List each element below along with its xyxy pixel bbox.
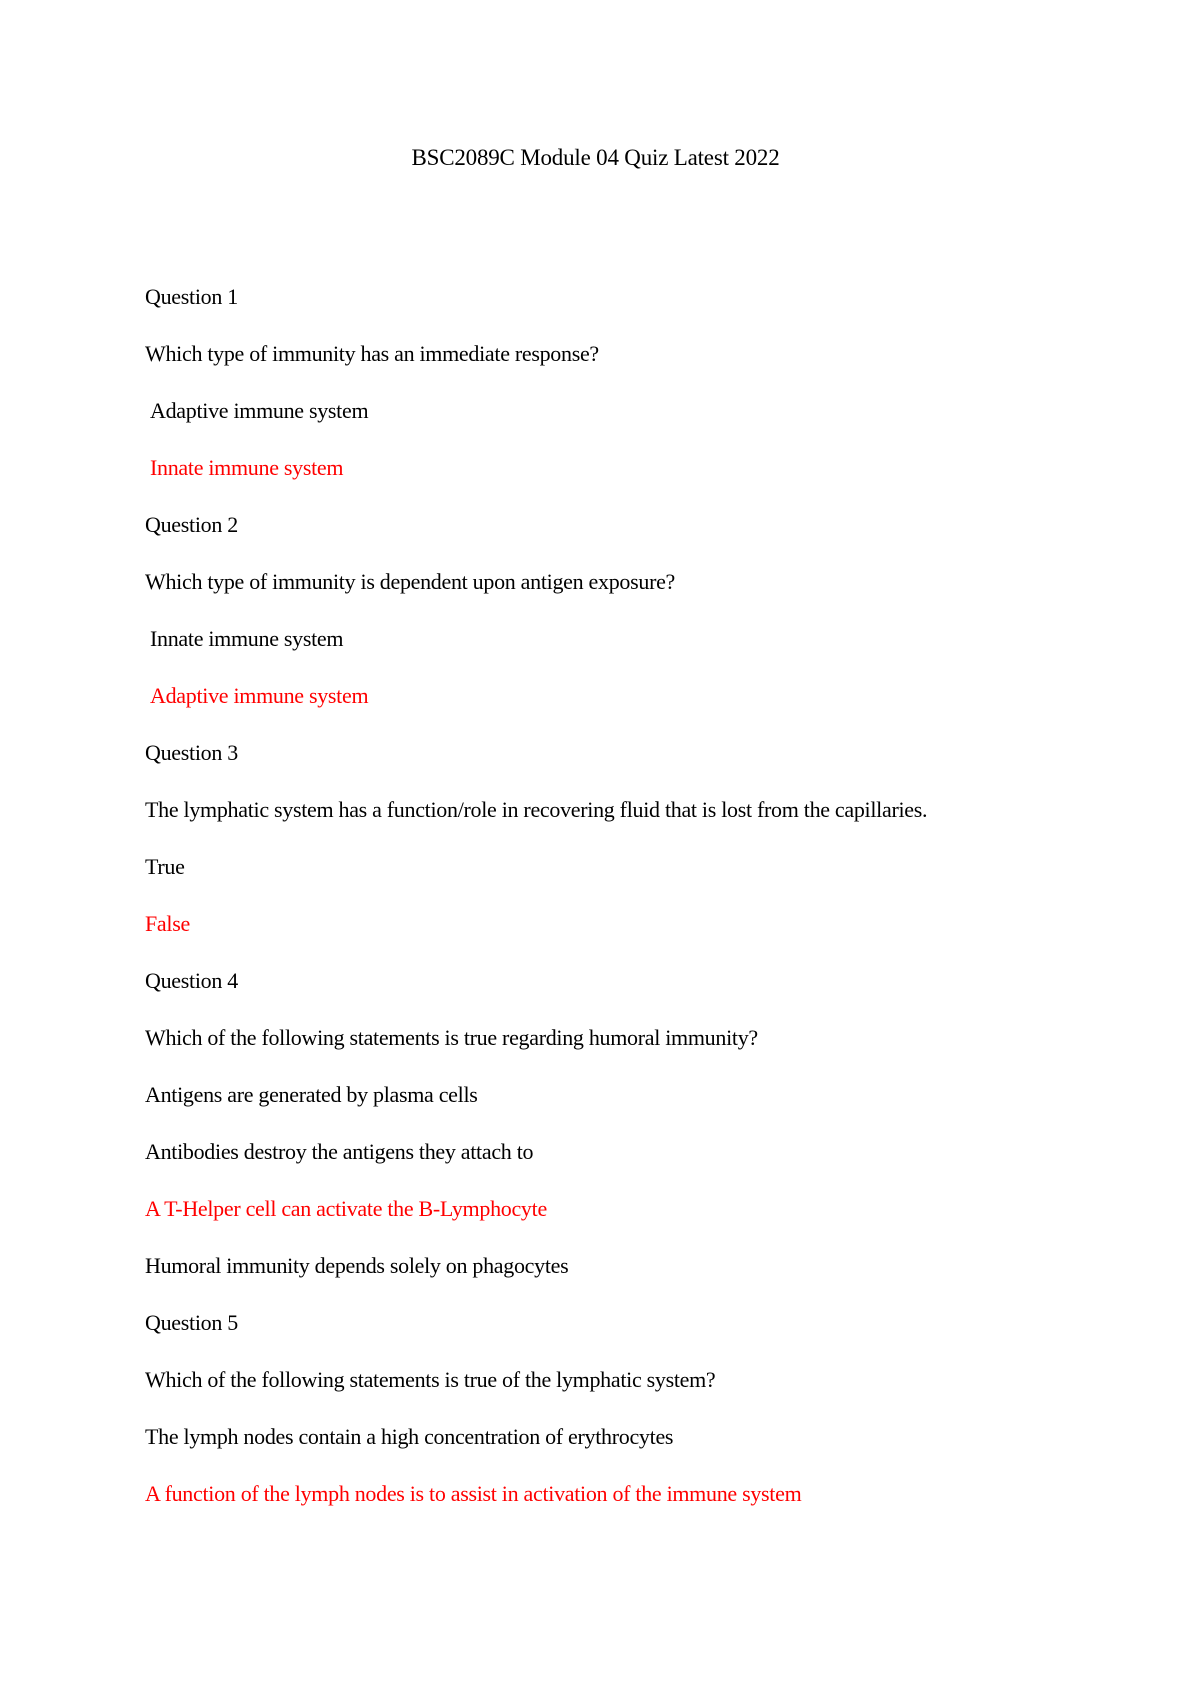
- document-title: BSC2089C Module 04 Quiz Latest 2022: [411, 145, 780, 170]
- question-4-option-4: Humoral immunity depends solely on phagocytes: [145, 1253, 569, 1278]
- question-4-prompt: Which of the following statements is true regarding humoral immunity?: [145, 1025, 758, 1050]
- question-4-option-1: Antigens are generated by plasma cells: [145, 1082, 478, 1107]
- question-1-option-2-correct: Innate immune system: [150, 455, 344, 480]
- question-2-label: Question 2: [145, 512, 238, 537]
- question-1-option-1: Adaptive immune system: [150, 398, 369, 423]
- question-5-prompt: Which of the following statements is true of the lymphatic system?: [145, 1367, 716, 1392]
- question-2-option-2-correct: Adaptive immune system: [150, 683, 369, 708]
- question-3-option-1: True: [145, 854, 185, 879]
- question-5-option-2-correct: A function of the lymph nodes is to assist in activation of the immune system: [145, 1481, 802, 1506]
- question-5-label: Question 5: [145, 1310, 238, 1335]
- question-4-option-3-correct: A T-Helper cell can activate the B-Lymphocyte: [145, 1196, 547, 1221]
- question-3-label: Question 3: [145, 740, 238, 765]
- question-2-prompt: Which type of immunity is dependent upon antigen exposure?: [145, 569, 676, 594]
- question-1-prompt: Which type of immunity has an immediate response?: [145, 341, 599, 366]
- question-2-option-1: Innate immune system: [150, 626, 344, 651]
- question-1-label: Question 1: [145, 284, 238, 309]
- question-3-prompt: The lymphatic system has a function/role in recovering fluid that is lost from the capillaries.: [145, 797, 928, 822]
- question-5-option-1: The lymph nodes contain a high concentration of erythrocytes: [145, 1424, 674, 1449]
- question-4-option-2: Antibodies destroy the antigens they attach to: [145, 1139, 534, 1164]
- question-3-option-2-correct: False: [145, 911, 190, 936]
- question-4-label: Question 4: [145, 968, 238, 993]
